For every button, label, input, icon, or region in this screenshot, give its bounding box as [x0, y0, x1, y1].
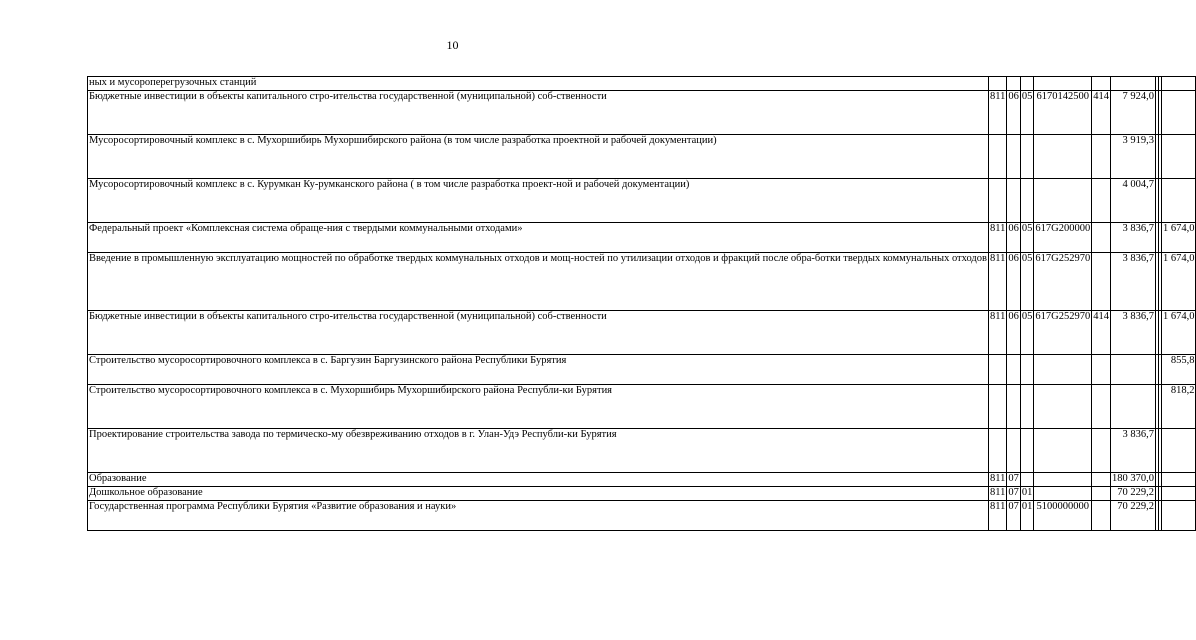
- expense-type: [1092, 253, 1111, 311]
- subsection-code: 05: [1020, 311, 1034, 355]
- expense-type: [1092, 355, 1111, 385]
- target-code: [1034, 179, 1092, 223]
- ministry-code: 811: [989, 501, 1007, 531]
- subsection-code: [1020, 429, 1034, 473]
- expense-type: 414: [1092, 311, 1111, 355]
- table-body: [88, 77, 1196, 531]
- section-code: 06: [1007, 223, 1021, 253]
- amount-1: 70 229,2: [1110, 487, 1155, 501]
- amount-3: [1161, 91, 1196, 135]
- table-row: [88, 253, 1196, 311]
- amount-3: [1161, 77, 1196, 91]
- ministry-code: 811: [989, 487, 1007, 501]
- amount-1: 3 836,7: [1110, 253, 1155, 311]
- table-row: [88, 501, 1196, 531]
- ministry-code: [989, 135, 1007, 179]
- ministry-code: [989, 429, 1007, 473]
- subsection-code: 05: [1020, 223, 1034, 253]
- subsection-code: [1020, 385, 1034, 429]
- section-code: [1007, 77, 1021, 91]
- expense-type: [1092, 385, 1111, 429]
- section-code: [1007, 179, 1021, 223]
- amount-1: [1110, 355, 1155, 385]
- ministry-code: 811: [989, 473, 1007, 487]
- amount-3: [1161, 135, 1196, 179]
- amount-3: 855,8: [1161, 355, 1196, 385]
- expense-type: [1092, 429, 1111, 473]
- row-name: Введение в промышленную эксплуатацию мощностей по обработке твердых коммунальных отходов и мощ-ностей по утилизации отходов и фракций после обра-ботки твердых коммунальных отходов: [88, 253, 989, 311]
- ministry-code: [989, 355, 1007, 385]
- ministry-code: 811: [989, 311, 1007, 355]
- row-name: Дошкольное образование: [88, 487, 989, 501]
- subsection-code: [1020, 135, 1034, 179]
- amount-1: 7 924,0: [1110, 91, 1155, 135]
- target-code: 617G200000: [1034, 223, 1092, 253]
- expense-type: [1092, 487, 1111, 501]
- row-name: Проектирование строительства завода по термическо-му обезвреживанию отходов в г. Улан-Удэ Республи-ки Бурятия: [88, 429, 989, 473]
- ministry-code: [989, 179, 1007, 223]
- ministry-code: [989, 77, 1007, 91]
- table-row: [88, 223, 1196, 253]
- row-name: Строительство мусоросортировочного комплекса в с. Мухоршибирь Мухоршибирского района Республи-ки Бурятия: [88, 385, 989, 429]
- expense-type: [1092, 223, 1111, 253]
- amount-1: 3 836,7: [1110, 311, 1155, 355]
- table-row: [88, 311, 1196, 355]
- table-row: [88, 179, 1196, 223]
- amount-3: 1 674,0: [1161, 223, 1196, 253]
- amount-3: [1161, 501, 1196, 531]
- row-name: Федеральный проект «Комплексная система обраще-ния с твердыми коммунальными отходами»: [88, 223, 989, 253]
- subsection-code: [1020, 473, 1034, 487]
- row-name: Образование: [88, 473, 989, 487]
- amount-3: [1161, 429, 1196, 473]
- section-code: [1007, 135, 1021, 179]
- subsection-code: 05: [1020, 253, 1034, 311]
- amount-1: [1110, 385, 1155, 429]
- target-code: [1034, 473, 1092, 487]
- section-code: [1007, 355, 1021, 385]
- section-code: 07: [1007, 501, 1021, 531]
- amount-1: 3 836,7: [1110, 429, 1155, 473]
- ministry-code: [989, 385, 1007, 429]
- amount-1: 3 919,3: [1110, 135, 1155, 179]
- target-code: [1034, 487, 1092, 501]
- amount-1: 70 229,2: [1110, 501, 1155, 531]
- row-name: Бюджетные инвестиции в объекты капитального стро-ительства государственной (муниципальной) соб-ственности: [88, 91, 989, 135]
- row-name: ных и мусороперегрузочных станций: [88, 77, 989, 91]
- page-number: 10: [446, 38, 459, 52]
- row-name: Мусоросортировочный комплекс в с. Мухоршибирь Мухоршибирского района (в том числе разработка проектной и рабочей документации): [88, 135, 989, 179]
- amount-3: [1161, 473, 1196, 487]
- amount-3: [1161, 179, 1196, 223]
- ministry-code: 811: [989, 253, 1007, 311]
- row-name: Мусоросортировочный комплекс в с. Курумкан Ку-румканского района ( в том числе разработка проект-ной и рабочей документации): [88, 179, 989, 223]
- subsection-code: [1020, 77, 1034, 91]
- expense-type: [1092, 501, 1111, 531]
- amount-1: 3 836,7: [1110, 223, 1155, 253]
- row-name: Государственная программа Республики Бурятия «Развитие образования и науки»: [88, 501, 989, 531]
- subsection-code: 05: [1020, 91, 1034, 135]
- table-row: [88, 429, 1196, 473]
- target-code: [1034, 355, 1092, 385]
- target-code: 617G252970: [1034, 253, 1092, 311]
- target-code: [1034, 77, 1092, 91]
- expense-type: [1092, 179, 1111, 223]
- expense-type: [1092, 473, 1111, 487]
- target-code: [1034, 385, 1092, 429]
- section-code: 07: [1007, 487, 1021, 501]
- table-row: [88, 473, 1196, 487]
- target-code: [1034, 429, 1092, 473]
- expense-type: 414: [1092, 91, 1111, 135]
- table-row: [88, 355, 1196, 385]
- target-code: 5100000000: [1034, 501, 1092, 531]
- budget-table: [87, 76, 1196, 531]
- table-row: [88, 385, 1196, 429]
- row-name: Бюджетные инвестиции в объекты капитального стро-ительства государственной (муниципальной) соб-ственности: [88, 311, 989, 355]
- expense-type: [1092, 135, 1111, 179]
- table-row: [88, 487, 1196, 501]
- subsection-code: 01: [1020, 487, 1034, 501]
- section-code: 06: [1007, 311, 1021, 355]
- section-code: 06: [1007, 253, 1021, 311]
- subsection-code: [1020, 179, 1034, 223]
- table-row: [88, 91, 1196, 135]
- amount-1: 180 370,0: [1110, 473, 1155, 487]
- subsection-code: [1020, 355, 1034, 385]
- expense-type: [1092, 77, 1111, 91]
- amount-1: [1110, 77, 1155, 91]
- amount-1: 4 004,7: [1110, 179, 1155, 223]
- section-code: [1007, 429, 1021, 473]
- ministry-code: 811: [989, 223, 1007, 253]
- ministry-code: 811: [989, 91, 1007, 135]
- target-code: 617G252970: [1034, 311, 1092, 355]
- section-code: [1007, 385, 1021, 429]
- section-code: 07: [1007, 473, 1021, 487]
- target-code: [1034, 135, 1092, 179]
- amount-3: 1 674,0: [1161, 311, 1196, 355]
- row-name: Строительство мусоросортировочного комплекса в с. Баргузин Баргузинского района Республики Бурятия: [88, 355, 989, 385]
- subsection-code: 01: [1020, 501, 1034, 531]
- section-code: 06: [1007, 91, 1021, 135]
- amount-3: 1 674,0: [1161, 253, 1196, 311]
- amount-3: 818,2: [1161, 385, 1196, 429]
- table-row: [88, 135, 1196, 179]
- table-row: [88, 77, 1196, 91]
- amount-3: [1161, 487, 1196, 501]
- target-code: 6170142500: [1034, 91, 1092, 135]
